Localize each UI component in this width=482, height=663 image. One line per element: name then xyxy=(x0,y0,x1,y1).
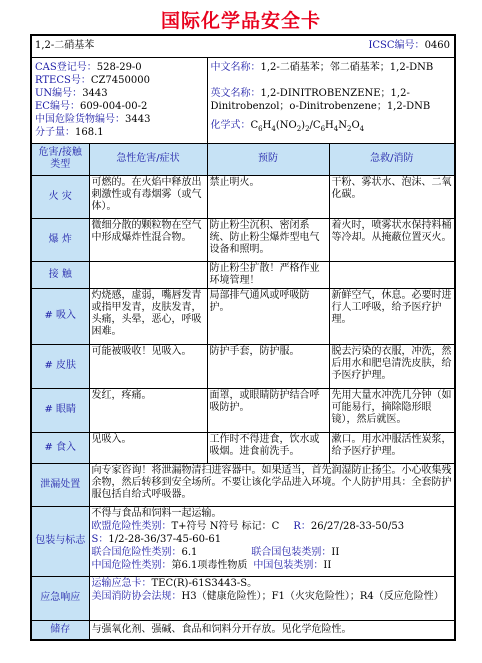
spill-label: 泄漏处置 xyxy=(31,463,89,506)
mw-value: 168.1 xyxy=(75,126,104,138)
prevention-exposure: 防止粉尘扩散！严格作业环境管理！ xyxy=(207,261,329,288)
rtecs-value: CZ7450000 xyxy=(90,74,150,86)
cn-class-value: 第6.1项毒性物质 xyxy=(171,559,248,571)
en-name-line xyxy=(211,88,453,101)
type-explosion: 爆 炸 xyxy=(31,218,89,261)
safety-card-table xyxy=(30,34,456,641)
cas-value: 528-29-0 xyxy=(96,61,142,73)
row-fire xyxy=(31,175,455,218)
header-type: 危害/接触类型 xyxy=(31,143,89,175)
prevention-fire: 禁止明火。 xyxy=(207,175,329,218)
aid-inhalation: 新鲜空气，休息。必要时进行人工呼吸，给予医疗护理。 xyxy=(329,288,455,344)
cn-pack-value: II xyxy=(323,559,332,571)
cas-label: CAS登记号： xyxy=(35,61,97,73)
rtecs-label: RTECS号： xyxy=(35,74,91,86)
emergency-cell xyxy=(89,576,455,620)
cn-dg-value: 3443 xyxy=(125,113,151,125)
chemical-name: 1,2-二硝基苯 xyxy=(35,40,95,52)
r-phrase-value: 26/27/28-33-50/53 xyxy=(310,520,405,532)
hazard-skin: 可能被吸收！见吸入。 xyxy=(89,344,207,388)
spill-text: 向专家咨询！将泄漏物清扫进容器中。如果适当，首先润湿防止扬尘。小心收集残余物，然后转移到安全场所。不要让该化学品进入环境。个人防护用具：全套防护服包括自给式呼吸器。 xyxy=(89,463,455,506)
ec-line xyxy=(35,101,205,114)
cn-class-label: 中国危险性类别： xyxy=(91,559,172,571)
aid-skin: 脱去污染的衣服，冲洗，然后用水和肥皂清洗皮肤，给予医疗护理。 xyxy=(329,344,455,388)
type-ingestion: # 食入 xyxy=(31,432,89,463)
hazard-inhalation: 灼烧感，虚弱，嘴唇发青或指甲发青，皮肤发青，头痛，头晕，恶心，呼吸困难。 xyxy=(89,288,207,344)
molecular-weight-line xyxy=(35,127,205,140)
en-name-line-2 xyxy=(211,101,453,114)
row-packaging xyxy=(31,506,455,576)
card-title: 国际化学品安全卡 xyxy=(160,10,321,32)
formula-line xyxy=(211,120,453,134)
aid-explosion: 着火时，喷雾状水保持料桶等冷却。从掩蔽位置灭火。 xyxy=(329,218,455,261)
s-phrase-value: 1/2-28-36/37-45-60-61 xyxy=(108,533,222,545)
en-name-label: 英文名称： xyxy=(210,87,261,99)
row-skin xyxy=(31,344,455,388)
formula-value: $C_6H_4(NO_2)_2/C_6H_4N_2O_4$ xyxy=(250,119,365,133)
identity-row xyxy=(31,57,455,143)
hazard-explosion: 微细分散的颗粒物在空气中形成爆炸性混合物。 xyxy=(89,218,207,261)
prevention-explosion: 防止粉尘沉积、密闭系统、防止粉尘爆炸型电气设备和照明。 xyxy=(207,218,329,261)
storage-text: 与强氧化剂、强碱、食品和饲料分开存放。见化学危险性。 xyxy=(89,620,455,640)
aid-ingestion: 漱口。用水冲服活性炭浆，给予医疗护理。 xyxy=(329,432,455,463)
nfpa-line xyxy=(92,591,453,603)
mw-label: 分子量： xyxy=(35,126,75,138)
hazard-eyes: 发红，疼痛。 xyxy=(89,388,207,432)
row-exposure xyxy=(31,261,455,288)
un-value: 3443 xyxy=(82,87,108,99)
row-eyes xyxy=(31,388,455,432)
ec-value: 609-004-00-2 xyxy=(79,100,148,112)
emergency-label: 应急响应 xyxy=(31,576,89,620)
header-hazard: 急性危害/症状 xyxy=(89,143,207,175)
packaging-label: 包装与标志 xyxy=(31,506,89,576)
names-cell xyxy=(207,57,455,143)
cn-dg-label: 中国危险货物编号： xyxy=(35,113,125,125)
row-emergency xyxy=(31,576,455,620)
transport-card-label: 运输应急卡： xyxy=(91,577,152,589)
nfpa-label: 美国消防协会法规： xyxy=(91,590,182,602)
icsc-label: ICSC编号： xyxy=(368,40,425,52)
cn-name-label: 中文名称： xyxy=(210,61,261,73)
aid-eyes: 先用大量水冲洗几分钟（如可能易行，摘除隐形眼镜），然后就医。 xyxy=(329,388,455,432)
storage-label: 储存 xyxy=(31,620,89,640)
un-class-label: 联合国危险性类别： xyxy=(91,546,182,558)
transport-card-line xyxy=(92,578,453,591)
prevention-eyes: 面罩，或眼睛防护结合呼吸防护。 xyxy=(207,388,329,432)
row-ingestion xyxy=(31,432,455,463)
nfpa-value: H3（健康危险性）；F1（火灾危险性）；R4（反应危险性） xyxy=(181,590,444,602)
aid-exposure xyxy=(329,261,455,288)
header-row xyxy=(31,35,455,57)
row-explosion xyxy=(31,218,455,261)
column-header-row xyxy=(31,143,455,175)
header-prevention: 预防 xyxy=(207,143,329,175)
header-first-aid: 急救/消防 xyxy=(329,143,455,175)
type-fire: 火 灾 xyxy=(31,175,89,218)
en-name-value-2: Dinitrobenzol；o-Dinitrobenzene；1,2-DNB xyxy=(210,100,431,112)
cn-name-value: 1,2-二硝基苯；邻二硝基苯；1,2-DNB xyxy=(260,61,434,73)
prevention-skin: 防护手套，防护服。 xyxy=(207,344,329,388)
un-label: UN编号： xyxy=(35,87,83,99)
prevention-inhalation: 局部排气通风或呼吸防护。 xyxy=(207,288,329,344)
row-storage xyxy=(31,620,455,640)
packaging-cell xyxy=(89,506,455,576)
icsc-number: 0460 xyxy=(424,40,451,52)
eu-class-label: 欧盟危险性类别： xyxy=(91,520,172,532)
type-skin: # 皮肤 xyxy=(31,344,89,388)
un-line xyxy=(35,88,205,101)
s-phrase-line xyxy=(92,534,453,547)
cas-line xyxy=(35,62,205,75)
type-eyes: # 眼睛 xyxy=(31,388,89,432)
row-spill xyxy=(31,463,455,506)
rtecs-line xyxy=(35,75,205,88)
ec-label: EC编号： xyxy=(35,100,80,112)
en-name-value-1: 1,2-DINITROBENZENE；1,2- xyxy=(260,87,410,99)
cn-pack-label: 中国包装类别： xyxy=(253,559,324,571)
icsc-cell xyxy=(207,35,455,57)
type-inhalation: # 吸入 xyxy=(31,288,89,344)
prevention-ingestion: 工作时不得进食，饮水或吸烟。进食前洗手。 xyxy=(207,432,329,463)
un-pack-label: 联合国包装类别： xyxy=(251,546,332,558)
cn-name-line xyxy=(211,62,453,75)
eu-class-value: T+符号 N符号 标记：C xyxy=(171,520,280,532)
un-pack-value: II xyxy=(331,546,340,558)
type-exposure: 接 触 xyxy=(31,261,89,288)
transport-card-value: TEC(R)-61S3443-S。 xyxy=(151,577,258,589)
identifiers-cell xyxy=(31,57,207,143)
packaging-note: 不得与食品和饲料一起运输。 xyxy=(91,507,222,519)
un-class-line xyxy=(92,547,453,560)
formula-label: 化学式： xyxy=(210,119,251,131)
r-phrase-label: R： xyxy=(293,520,311,532)
cn-dangerous-goods-line xyxy=(35,114,205,127)
row-inhalation xyxy=(31,288,455,344)
hazard-exposure xyxy=(89,261,207,288)
un-class-value: 6.1 xyxy=(181,546,198,558)
aid-fire: 干粉、雾状水、泡沫、二氧化碳。 xyxy=(329,175,455,218)
s-phrase-label: S： xyxy=(91,533,109,545)
cn-class-line xyxy=(92,560,453,573)
hazard-ingestion: 见吸入。 xyxy=(89,432,207,463)
eu-class-line xyxy=(92,521,453,534)
chemical-name-cell xyxy=(31,35,207,57)
hazard-fire: 可燃的。在火焰中释放出刺激性或有毒烟雾（或气体）。 xyxy=(89,175,207,218)
